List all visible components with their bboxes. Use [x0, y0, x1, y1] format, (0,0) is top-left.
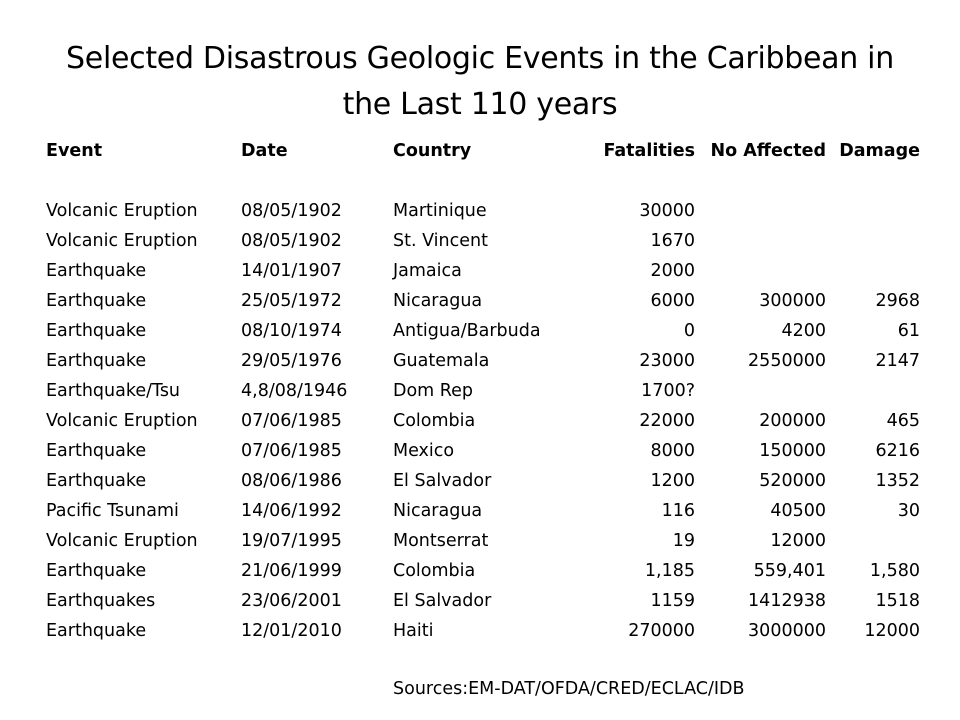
cell-country: Haiti — [393, 621, 434, 641]
cell-date: 19/07/1995 — [241, 531, 342, 551]
cell-date: 08/05/1902 — [241, 201, 342, 221]
cell-date: 23/06/2001 — [241, 591, 342, 611]
cell-event: Earthquake/Tsu — [46, 381, 181, 401]
cell-country: Martinique — [393, 201, 487, 221]
cell-country: Dom Rep — [393, 381, 474, 401]
cell-event: Earthquake — [46, 441, 147, 461]
cell-country: Colombia — [393, 411, 476, 431]
cell-date: 14/06/1992 — [241, 501, 342, 521]
cell-country: Nicaragua — [393, 291, 483, 311]
cell-country: Montserrat — [393, 531, 489, 551]
cell-fatalities: 270000 — [628, 621, 695, 641]
cell-event: Earthquake — [46, 561, 147, 581]
cell-affected: 2550000 — [748, 351, 826, 371]
table-row — [46, 226, 920, 256]
cell-affected — [695, 376, 826, 406]
cell-date: 25/05/1972 — [241, 291, 342, 311]
cell-event: Earthquake — [46, 321, 147, 341]
cell-affected: 150000 — [759, 441, 826, 461]
spacer-row — [46, 166, 920, 196]
cell-date: 07/06/1985 — [241, 441, 342, 461]
cell-damage: 1352 — [875, 471, 920, 491]
cell-affected: 520000 — [759, 471, 826, 491]
cell-date: 08/05/1902 — [241, 231, 342, 251]
cell-affected: 300000 — [759, 291, 826, 311]
table-row — [46, 406, 920, 436]
cell-date: 29/05/1976 — [241, 351, 342, 371]
cell-country: Colombia — [393, 561, 476, 581]
cell-event: Volcanic Eruption — [46, 201, 198, 221]
table-row — [46, 286, 920, 316]
table-row — [46, 496, 920, 526]
cell-affected: 40500 — [770, 501, 826, 521]
table-row — [46, 196, 920, 226]
cell-date: 12/01/2010 — [241, 621, 342, 641]
cell-event: Volcanic Eruption — [46, 411, 198, 431]
cell-damage: 1,580 — [869, 561, 920, 581]
cell-affected — [695, 226, 826, 256]
cell-date: 4,8/08/1946 — [241, 381, 348, 401]
cell-fatalities: 23000 — [639, 351, 695, 371]
cell-damage: 465 — [886, 411, 920, 431]
cell-event: Volcanic Eruption — [46, 231, 198, 251]
cell-country: Guatemala — [393, 351, 490, 371]
header-fatalities: Fatalities — [603, 141, 695, 161]
events-table — [46, 136, 920, 646]
cell-affected: 3000000 — [748, 621, 826, 641]
header-damage: Damage — [839, 141, 920, 161]
table-row — [46, 436, 920, 466]
table-row — [46, 316, 920, 346]
table-row — [46, 586, 920, 616]
cell-affected: 12000 — [770, 531, 826, 551]
cell-country: Antigua/Barbuda — [393, 321, 541, 341]
cell-country: Jamaica — [393, 261, 462, 281]
cell-country: Mexico — [393, 441, 455, 461]
sources-note: Sources:EM-DAT/OFDA/CRED/ECLAC/IDB — [393, 679, 745, 699]
cell-fatalities: 22000 — [639, 411, 695, 431]
table-row — [46, 526, 920, 556]
cell-fatalities: 1700? — [641, 381, 695, 401]
table-header-row — [46, 136, 920, 166]
slide-title: Selected Disastrous Geologic Events in the Caribbean in the Last 110 years — [66, 41, 894, 122]
cell-damage — [826, 376, 920, 406]
cell-damage: 1518 — [875, 591, 920, 611]
cell-event: Earthquake — [46, 291, 147, 311]
cell-date: 21/06/1999 — [241, 561, 342, 581]
cell-fatalities: 116 — [661, 501, 695, 521]
cell-country: Nicaragua — [393, 501, 483, 521]
cell-affected — [695, 196, 826, 226]
cell-date: 08/06/1986 — [241, 471, 342, 491]
cell-damage: 12000 — [864, 621, 920, 641]
cell-event: Earthquake — [46, 621, 147, 641]
table-row — [46, 466, 920, 496]
cell-fatalities: 30000 — [639, 201, 695, 221]
cell-damage: 2147 — [875, 351, 920, 371]
cell-date: 07/06/1985 — [241, 411, 342, 431]
table-row — [46, 556, 920, 586]
cell-event: Earthquake — [46, 351, 147, 371]
table-row — [46, 376, 920, 406]
cell-date: 08/10/1974 — [241, 321, 342, 341]
cell-date: 14/01/1907 — [241, 261, 342, 281]
cell-damage: 30 — [897, 501, 920, 521]
cell-event: Earthquake — [46, 261, 147, 281]
cell-country: St. Vincent — [393, 231, 488, 251]
cell-event: Pacific Tsunami — [46, 501, 179, 521]
table-row — [46, 346, 920, 376]
cell-affected: 559,401 — [753, 561, 826, 581]
cell-fatalities: 1670 — [650, 231, 695, 251]
header-affected: No Affected — [710, 141, 826, 161]
cell-country: El Salvador — [393, 471, 492, 491]
cell-fatalities: 19 — [672, 531, 695, 551]
cell-fatalities: 0 — [683, 321, 695, 341]
cell-damage: 6216 — [875, 441, 920, 461]
cell-affected — [695, 256, 826, 286]
cell-fatalities: 1,185 — [644, 561, 695, 581]
cell-country: El Salvador — [393, 591, 492, 611]
cell-fatalities: 1200 — [650, 471, 695, 491]
cell-damage: 61 — [897, 321, 920, 341]
cell-damage — [826, 196, 920, 226]
cell-fatalities: 2000 — [650, 261, 695, 281]
table-body — [46, 166, 920, 646]
table-row — [46, 256, 920, 286]
cell-fatalities: 6000 — [650, 291, 695, 311]
cell-event: Volcanic Eruption — [46, 531, 198, 551]
cell-affected: 200000 — [759, 411, 826, 431]
cell-damage — [826, 526, 920, 556]
header-date: Date — [241, 141, 288, 161]
cell-event: Earthquakes — [46, 591, 156, 611]
cell-damage — [826, 256, 920, 286]
cell-fatalities: 1159 — [650, 591, 695, 611]
cell-affected: 1412938 — [748, 591, 826, 611]
cell-event: Earthquake — [46, 471, 147, 491]
cell-fatalities: 8000 — [650, 441, 695, 461]
cell-affected: 4200 — [781, 321, 826, 341]
header-event: Event — [46, 141, 103, 161]
cell-damage: 2968 — [875, 291, 920, 311]
table-row — [46, 616, 920, 646]
cell-damage — [826, 226, 920, 256]
header-country: Country — [393, 141, 472, 161]
